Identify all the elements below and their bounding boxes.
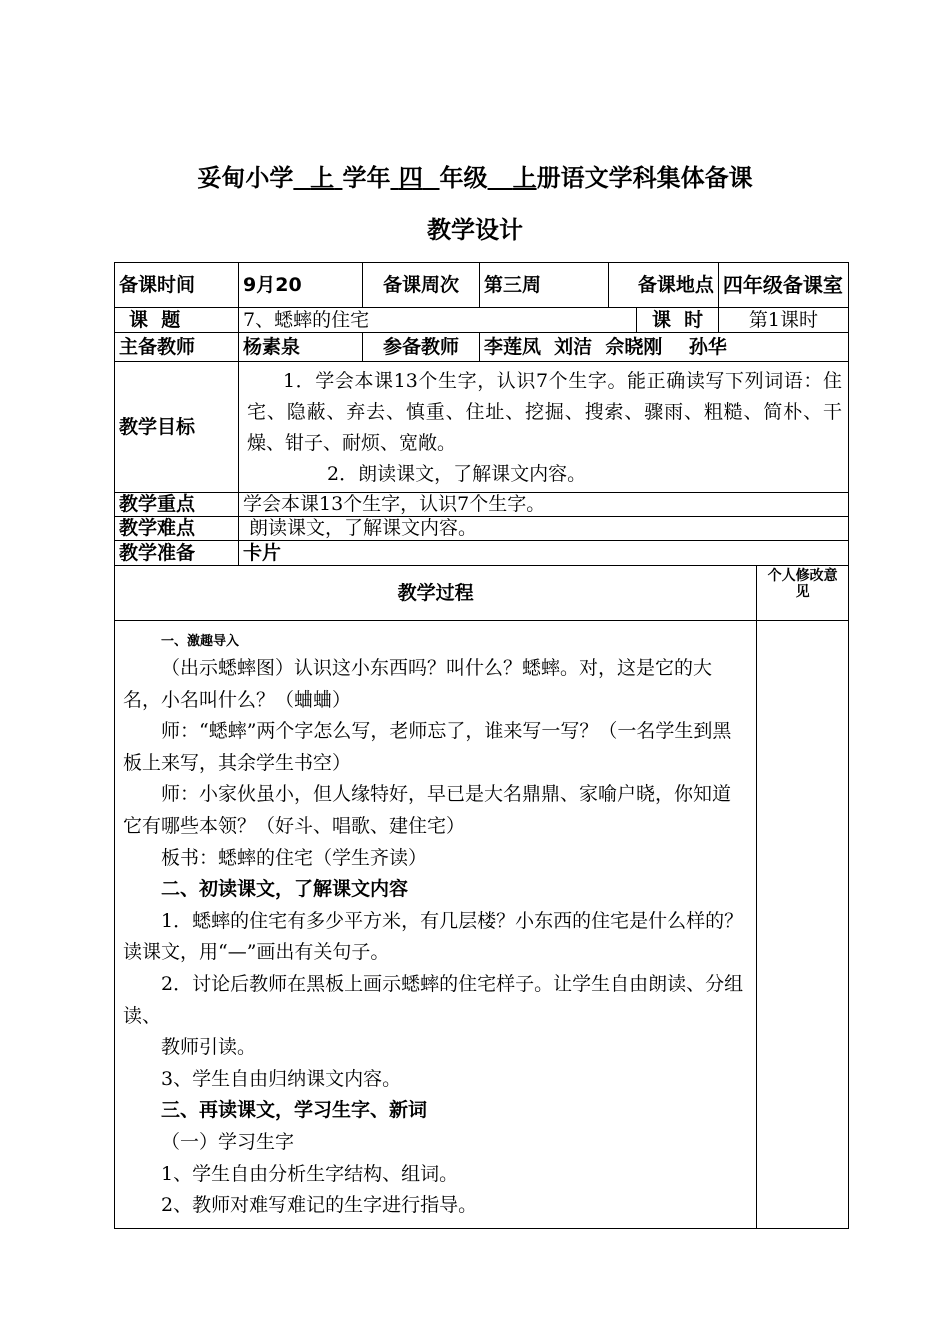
process-paragraph: 3、学生自由归纳课文内容。 — [161, 1067, 402, 1090]
time-label: 备课时间 — [115, 263, 239, 308]
page-subtitle: 教学设计 — [427, 216, 523, 244]
process-paragraph: 师：小家伙虽小，但人缘特好，早已是大名鼎鼎、家喻户晓，你知道它有哪些本领？（好斗、唱歌、建住宅） — [123, 783, 732, 837]
week-value: 第三周 — [479, 263, 608, 308]
topic-label: 课 题 — [115, 308, 239, 333]
school-name: 妥甸小学 — [197, 164, 294, 192]
co-teacher-value: 李莲凤 刘洁 佘晓刚 孙华 — [479, 333, 848, 362]
process-header: 教学过程 — [115, 566, 757, 621]
focus-label: 教学重点 — [115, 493, 239, 517]
goals-label: 教学目标 — [115, 362, 239, 493]
notes-column — [757, 621, 849, 1229]
process-paragraph: 板书：蟋蟀的住宅（学生齐读） — [161, 846, 428, 869]
section-1-heading: 一、激趣导入 — [161, 634, 240, 649]
main-teacher-label: 主备教师 — [115, 333, 239, 362]
title-rest: 册语文学科集体备课 — [536, 164, 753, 192]
section-3-heading: 三、再读课文，学习生字、新词 — [161, 1099, 428, 1122]
process-paragraph: 2、教师对难写难记的生字进行指导。 — [161, 1194, 478, 1217]
process-paragraph: （出示蟋蟀图）认识这小东西吗？叫什么？蟋蟀。对，这是它的大名，小名叫什么？（蛐蛐） — [123, 657, 713, 711]
term-blank: 上 — [512, 164, 537, 192]
topic-value: 7、蟋蟀的住宅 — [239, 308, 637, 333]
prep-value: 卡片 — [239, 541, 849, 566]
process-paragraph: 1．蟋蟀的住宅有多少平方米，有几层楼？小东西的住宅是什么样的？读课文，用“—”画出有关句子。 — [123, 909, 744, 964]
time-value: 9月20 — [239, 263, 363, 308]
lesson-plan-table — [114, 262, 849, 1229]
place-value: 四年级备课室 — [718, 263, 848, 308]
title-mid2: 年级 — [439, 164, 488, 192]
difficulty-value: 朗读课文，了解课文内容。 — [239, 517, 849, 541]
grade-blank: 四 — [398, 164, 423, 192]
period-value: 第1课时 — [718, 308, 848, 333]
page-title — [0, 158, 950, 193]
co-teacher-label: 参备教师 — [363, 333, 480, 362]
prep-label: 教学准备 — [115, 541, 239, 566]
goal-1: 1．学会本课13个生字，认识7个生字。能正确读写下列词语：住宅、隐蔽、弃去、慎重、住址、挖掘、搜索、骤雨、粗糙、简朴、干燥、钳子、耐烦、宽敞。 — [247, 370, 842, 454]
process-content — [115, 621, 757, 1229]
title-mid1: 学年 — [342, 164, 391, 192]
process-paragraph: 师：“蟋蟀”两个字怎么写，老师忘了，谁来写一写？（一名学生到黑板上来写，其余学生书空） — [123, 720, 732, 774]
notes-header: 个人修改意见 — [757, 566, 849, 621]
focus-value: 学会本课13个生字，认识7个生字。 — [239, 493, 849, 517]
main-teacher-value: 杨素泉 — [239, 333, 363, 362]
difficulty-label: 教学难点 — [115, 517, 239, 541]
section-2-heading: 二、初读课文，了解课文内容 — [161, 878, 409, 901]
process-paragraph: （一）学习生字 — [161, 1130, 295, 1153]
goal-2: 2．朗读课文，了解课文内容。 — [327, 463, 587, 485]
year-blank: 上 — [310, 164, 335, 192]
week-label: 备课周次 — [363, 263, 480, 308]
goals-content — [239, 362, 849, 493]
period-label: 课 时 — [637, 308, 719, 333]
process-paragraph: 1、学生自由分析生字结构、组词。 — [161, 1162, 459, 1185]
process-paragraph: 2．讨论后教师在黑板上画示蟋蟀的住宅样子。让学生自由朗读、分组读、 — [123, 972, 744, 1027]
place-label: 备课地点 — [609, 263, 719, 308]
process-paragraph: 教师引读。 — [161, 1036, 257, 1059]
